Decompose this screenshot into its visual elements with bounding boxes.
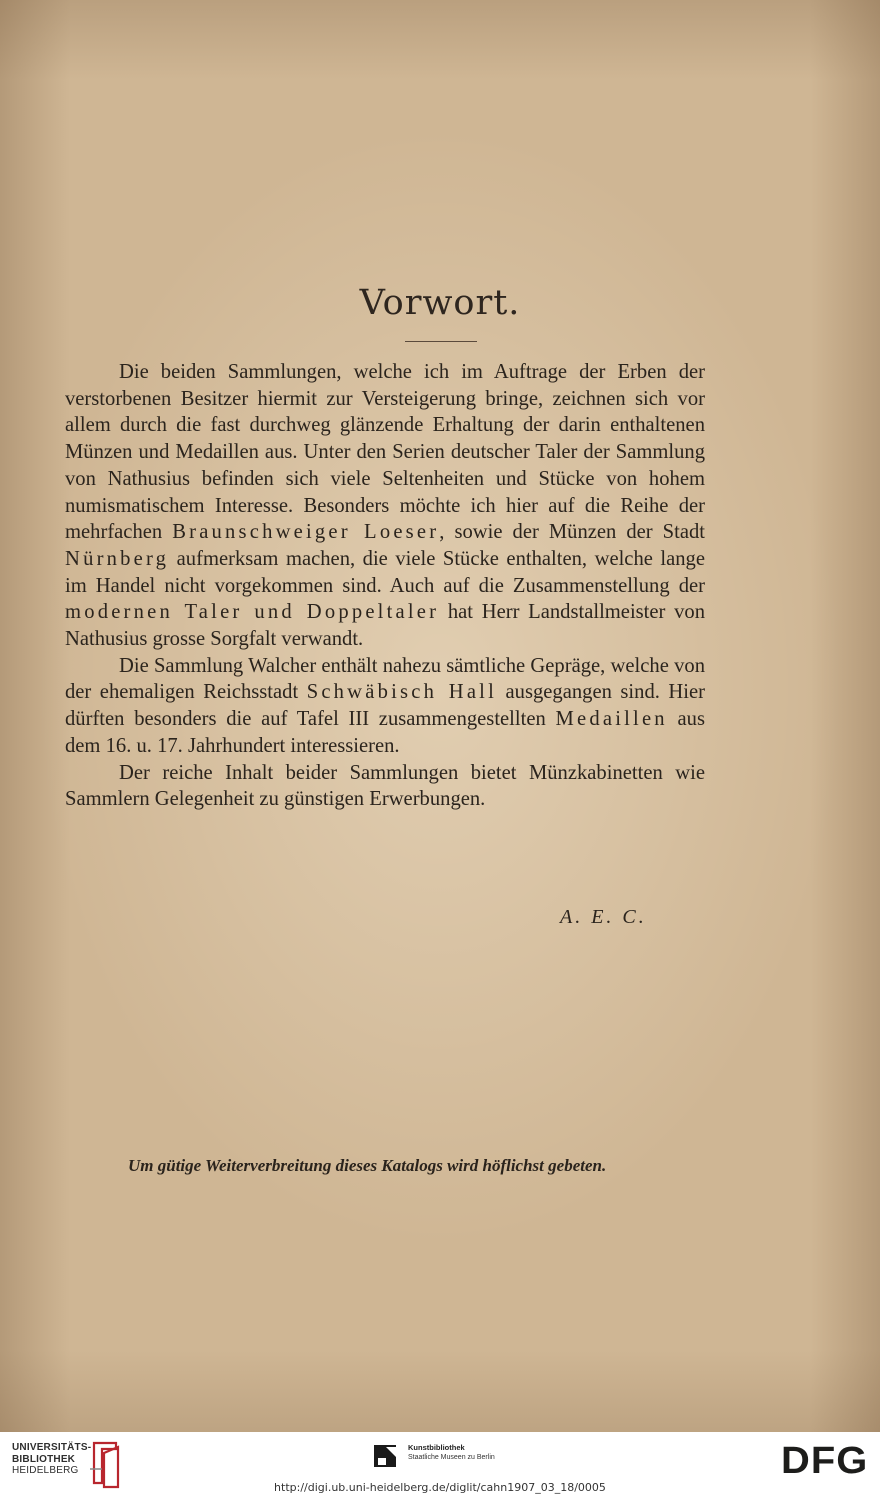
uni-line-2: BIBLIOTHEK [12,1453,76,1465]
kunstbibliothek-subtitle: Staatliche Museen zu Berlin [408,1454,495,1461]
title-rule [405,341,477,342]
preface-paragraph [65,359,705,653]
text-run: Die beiden Sammlungen, welche ich im Auftrage der Erben der verstorbenen Besitzer hiermit zur Versteigerung bringe, zeichnen sich vor allem durch die fast durchweg glänzende Erhaltung der darin enthaltenen Münzen und Medaillen aus. Unter den Serien deutscher Taler der Sammlung von Nathusius befinden sich viele Seltenheiten und Stücke von hohem numismatischem Interesse. Besonders möchte ich hier auf die Reihe der mehrfachen [65,361,705,544]
uni-line-1: UNIVERSITÄTS- [12,1442,92,1453]
digitization-footer [0,1432,880,1495]
text-run: Der reiche Inhalt beider Sammlungen bietet Münzkabinetten wie Sammlern Gelegenheit zu günstigen Erwerbungen. [65,761,705,811]
permalink-url[interactable]: http://digi.ub.uni-heidelberg.de/diglit/cahn1907_03_18/0005 [274,1481,606,1494]
kunstbibliothek-logo[interactable] [372,1443,495,1473]
text-run: Die Sammlung Walcher enthält nahezu sämtliche Gepräge, welche von der ehemaligen Reichsstadt [65,654,705,704]
text-run: , sowie der Münzen der Stadt [439,521,705,544]
text-run: aufmerksam machen, die viele Stücke enthalten, welche lange im Handel nicht vorgekommen sind. Auch auf die Zusammenstellung der [65,547,705,597]
university-library-logo[interactable] [12,1442,91,1486]
preface-paragraph [65,653,705,760]
preface-text [65,359,705,813]
emphasized-term: Schwäbisch Hall [306,681,498,704]
page-title: Vorwort. [359,283,521,323]
preface-paragraph [65,760,705,813]
emphasized-term: modernen Taler und Doppeltaler [65,601,440,624]
text-run: aus dem 16. u. 17. Jahrhundert interessieren. [65,708,705,757]
kunstbibliothek-title: Kunstbibliothek [408,1443,465,1452]
dfg-logo[interactable]: DFG [781,1440,869,1482]
emphasized-term: Medaillen [555,708,668,731]
uni-line-3: HEIDELBERG [12,1465,79,1476]
signature: A. E. C. [560,906,647,928]
text-run: ausgegangen sind. Hier dürften besonders die auf Tafel III zusammengestellten [65,681,705,731]
text-run: hat Herr Landstallmeister von Nathusius grosse Sorgfalt verwandt. [65,601,705,651]
emphasized-term: Braunschweiger Loeser [172,521,440,544]
emphasized-term: Nürnberg [65,547,170,570]
distribution-note: Um gütige Weiterverbreitung dieses Katalogs wird höflichst gebeten. [128,1156,607,1175]
kunstbibliothek-emblem-icon [372,1443,398,1469]
